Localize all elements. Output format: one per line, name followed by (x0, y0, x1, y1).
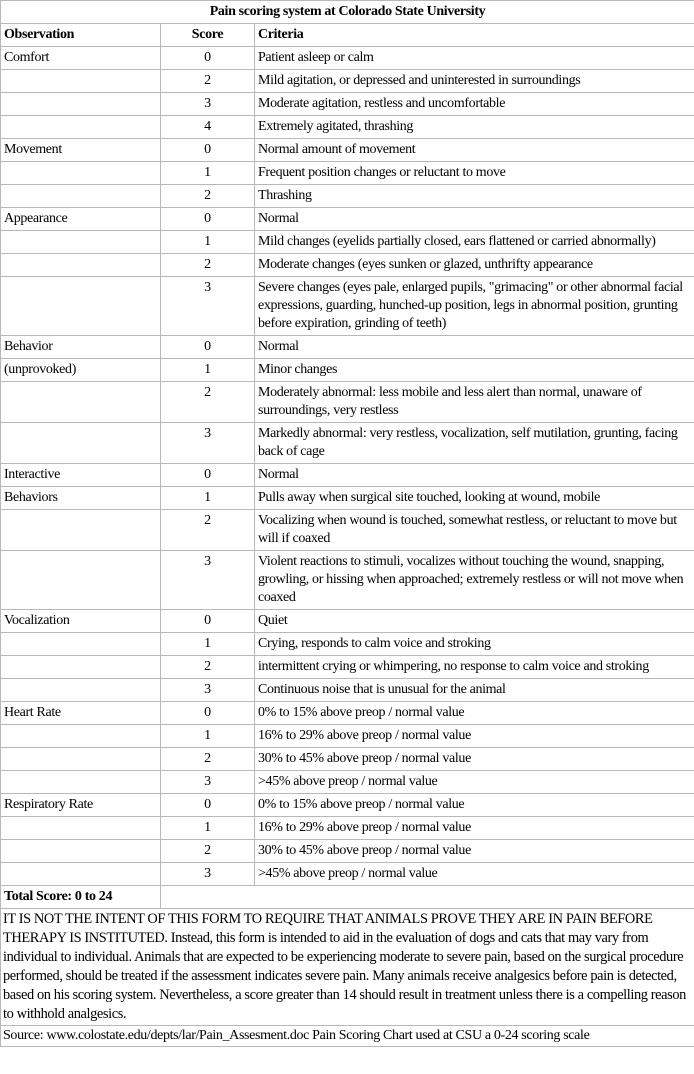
table-row (1, 725, 694, 748)
observation-cell (1, 863, 161, 886)
criteria-cell: Continuous noise that is unusual for the animal (255, 679, 694, 702)
observation-cell (1, 840, 161, 863)
table-row (1, 794, 694, 817)
header-row (1, 24, 694, 47)
criteria-cell: Crying, responds to calm voice and stroking (255, 633, 694, 656)
criteria-cell: Moderate changes (eyes sunken or glazed, unthrifty appearance (255, 254, 694, 277)
total-empty (161, 886, 694, 909)
table-row (1, 116, 694, 139)
table-row (1, 510, 694, 551)
observation-cell: Heart Rate (1, 702, 161, 725)
score-cell: 3 (161, 277, 255, 336)
observation-cell (1, 748, 161, 771)
observation-cell: (unprovoked) (1, 359, 161, 382)
table-row (1, 679, 694, 702)
criteria-cell: 0% to 15% above preop / normal value (255, 794, 694, 817)
criteria-cell: >45% above preop / normal value (255, 771, 694, 794)
observation-cell (1, 162, 161, 185)
score-cell: 4 (161, 116, 255, 139)
table-row (1, 208, 694, 231)
table-row (1, 277, 694, 336)
score-cell: 3 (161, 771, 255, 794)
criteria-cell: Extremely agitated, thrashing (255, 116, 694, 139)
criteria-cell: Patient asleep or calm (255, 47, 694, 70)
table-row (1, 423, 694, 464)
score-cell: 3 (161, 679, 255, 702)
table-row (1, 610, 694, 633)
score-cell: 0 (161, 208, 255, 231)
table-row (1, 633, 694, 656)
table-row (1, 863, 694, 886)
observation-cell (1, 679, 161, 702)
observation-cell: Behaviors (1, 487, 161, 510)
table-row (1, 702, 694, 725)
title-row (1, 1, 694, 24)
score-cell: 2 (161, 382, 255, 423)
disclaimer-note: IT IS NOT THE INTENT OF THIS FORM TO REQUIRE THAT ANIMALS PROVE THEY ARE IN PAIN BEFORE THERAPY IS INSTITUTED. Instead, this form is intended to aid in the evaluation of dogs and cats that may vary from individual to individual. Animals that are expected to be experiencing moderate to severe pain, based on the surgical procedure performed, should be treated if the assessment indicates severe pain. Many animals receive analgesics before pain is detected, based on his scoring system. Nevertheless, a score greater than 14 should result in treatment unless there is a compelling reason to withhold analgesics. (1, 909, 694, 1026)
table-row (1, 464, 694, 487)
table-row (1, 254, 694, 277)
score-cell: 3 (161, 423, 255, 464)
score-cell: 2 (161, 510, 255, 551)
observation-cell: Interactive (1, 464, 161, 487)
criteria-cell: Severe changes (eyes pale, enlarged pupils, "grimacing" or other abnormal facial expressions, guarding, hunched-up position, legs in abnormal position, grunting before expiration, grinding of teeth) (255, 277, 694, 336)
table-row (1, 93, 694, 116)
criteria-cell: 30% to 45% above preop / normal value (255, 840, 694, 863)
score-cell: 1 (161, 633, 255, 656)
score-cell: 2 (161, 840, 255, 863)
score-cell: 2 (161, 748, 255, 771)
score-cell: 1 (161, 725, 255, 748)
score-cell: 1 (161, 487, 255, 510)
score-cell: 0 (161, 47, 255, 70)
criteria-cell: 0% to 15% above preop / normal value (255, 702, 694, 725)
criteria-cell: Normal (255, 464, 694, 487)
table-row (1, 551, 694, 610)
score-cell: 0 (161, 139, 255, 162)
observation-cell (1, 93, 161, 116)
score-cell: 0 (161, 794, 255, 817)
score-cell: 1 (161, 231, 255, 254)
score-cell: 3 (161, 93, 255, 116)
criteria-cell: Vocalizing when wound is touched, somewhat restless, or reluctant to move but will if coaxed (255, 510, 694, 551)
header-observation: Observation (1, 24, 161, 47)
observation-cell (1, 771, 161, 794)
criteria-cell: Frequent position changes or reluctant to move (255, 162, 694, 185)
criteria-cell: Pulls away when surgical site touched, looking at wound, mobile (255, 487, 694, 510)
header-score: Score (161, 24, 255, 47)
table-row (1, 162, 694, 185)
table-row (1, 840, 694, 863)
observation-cell (1, 116, 161, 139)
observation-cell (1, 277, 161, 336)
criteria-cell: Moderate agitation, restless and uncomfortable (255, 93, 694, 116)
observation-cell: Respiratory Rate (1, 794, 161, 817)
score-cell: 3 (161, 863, 255, 886)
table-row (1, 359, 694, 382)
observation-cell (1, 423, 161, 464)
table-row (1, 139, 694, 162)
score-cell: 2 (161, 185, 255, 208)
table-row (1, 336, 694, 359)
score-cell: 1 (161, 359, 255, 382)
criteria-cell: Thrashing (255, 185, 694, 208)
observation-cell: Comfort (1, 47, 161, 70)
table-row (1, 817, 694, 840)
table-row (1, 771, 694, 794)
table-title: Pain scoring system at Colorado State University (1, 1, 694, 24)
total-row (1, 886, 694, 909)
score-cell: 0 (161, 702, 255, 725)
score-cell: 2 (161, 656, 255, 679)
observation-cell (1, 510, 161, 551)
observation-cell: Vocalization (1, 610, 161, 633)
criteria-cell: Normal (255, 336, 694, 359)
criteria-cell: Markedly abnormal: very restless, vocalization, self mutilation, grunting, facing back of cage (255, 423, 694, 464)
observation-cell (1, 254, 161, 277)
table-row (1, 47, 694, 70)
total-score: Total Score: 0 to 24 (1, 886, 161, 909)
table-row (1, 382, 694, 423)
observation-cell (1, 231, 161, 254)
observation-cell (1, 633, 161, 656)
score-cell: 2 (161, 254, 255, 277)
criteria-cell: >45% above preop / normal value (255, 863, 694, 886)
score-cell: 0 (161, 464, 255, 487)
score-cell: 2 (161, 70, 255, 93)
criteria-cell: Minor changes (255, 359, 694, 382)
criteria-cell: intermittent crying or whimpering, no response to calm voice and stroking (255, 656, 694, 679)
criteria-cell: 16% to 29% above preop / normal value (255, 817, 694, 840)
criteria-cell: 30% to 45% above preop / normal value (255, 748, 694, 771)
header-criteria: Criteria (255, 24, 694, 47)
observation-cell (1, 656, 161, 679)
observation-cell (1, 551, 161, 610)
criteria-cell: 16% to 29% above preop / normal value (255, 725, 694, 748)
criteria-cell: Normal amount of movement (255, 139, 694, 162)
score-cell: 0 (161, 610, 255, 633)
note-row (1, 909, 694, 1026)
table-row (1, 70, 694, 93)
observation-cell (1, 70, 161, 93)
table-row (1, 231, 694, 254)
table-row (1, 185, 694, 208)
observation-cell: Behavior (1, 336, 161, 359)
criteria-cell: Violent reactions to stimuli, vocalizes without touching the wound, snapping, growling, or hissing when approached; extremely restless or will not move when coaxed (255, 551, 694, 610)
table-row (1, 748, 694, 771)
criteria-cell: Normal (255, 208, 694, 231)
source-citation: Source: www.colostate.edu/depts/lar/Pain_Assesment.doc Pain Scoring Chart used at CSU a 0-24 scoring scale (1, 1026, 694, 1047)
table-row (1, 487, 694, 510)
criteria-cell: Moderately abnormal: less mobile and less alert than normal, unaware of surroundings, very restless (255, 382, 694, 423)
criteria-cell: Quiet (255, 610, 694, 633)
observation-cell (1, 382, 161, 423)
score-cell: 3 (161, 551, 255, 610)
score-cell: 0 (161, 336, 255, 359)
score-cell: 1 (161, 817, 255, 840)
observation-cell (1, 817, 161, 840)
observation-cell: Movement (1, 139, 161, 162)
source-row (1, 1026, 694, 1047)
score-cell: 1 (161, 162, 255, 185)
criteria-cell: Mild changes (eyelids partially closed, ears flattened or carried abnormally) (255, 231, 694, 254)
table-row (1, 656, 694, 679)
observation-cell (1, 185, 161, 208)
observation-cell (1, 725, 161, 748)
criteria-cell: Mild agitation, or depressed and uninterested in surroundings (255, 70, 694, 93)
observation-cell: Appearance (1, 208, 161, 231)
